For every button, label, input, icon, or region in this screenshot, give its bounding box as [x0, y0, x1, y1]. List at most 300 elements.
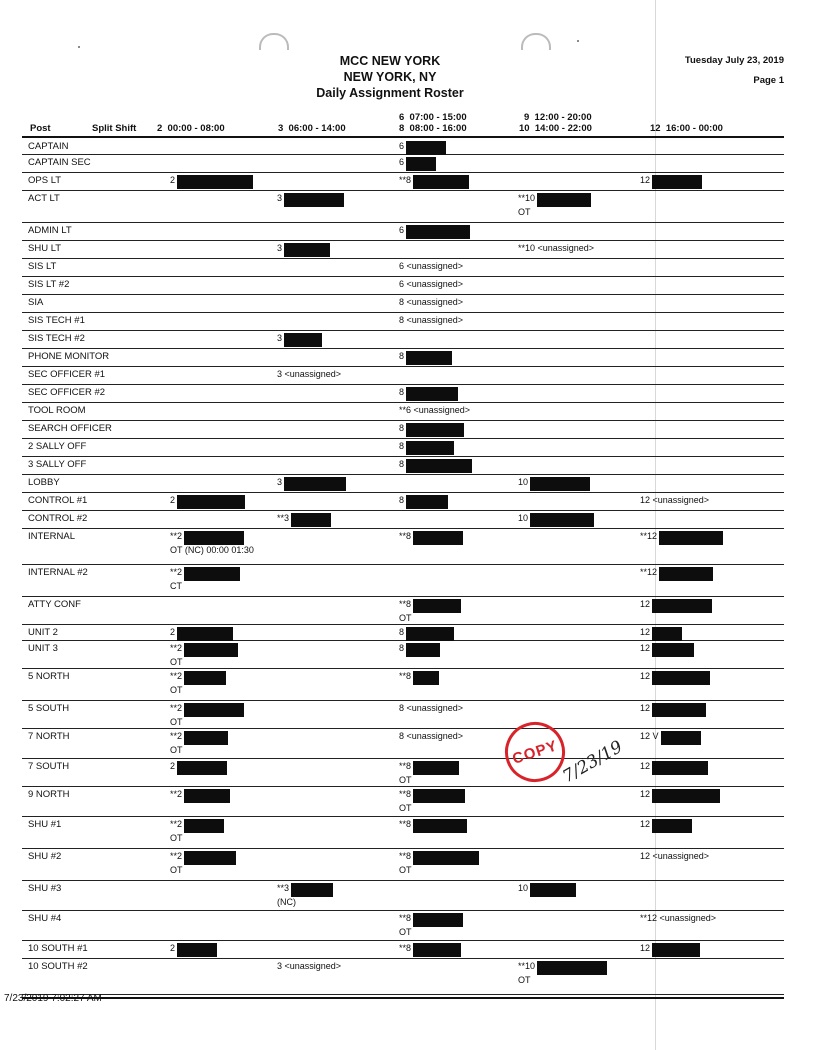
- assignment-cell: [640, 671, 710, 685]
- shift-note: OT: [170, 717, 183, 727]
- col-shift-12: 12 16:00 - 00:00: [650, 123, 723, 134]
- table-row: [22, 565, 784, 597]
- table-row: [22, 155, 784, 173]
- assignment-cell: [640, 819, 692, 833]
- assignment-cell: [277, 333, 322, 347]
- shift-label: **3: [277, 513, 290, 523]
- table-row: [22, 941, 784, 959]
- shift-label: 6: [399, 141, 405, 151]
- redaction-bar: [659, 531, 723, 545]
- assignment-cell: [399, 627, 454, 641]
- shift-label: 12: [640, 671, 651, 681]
- assignment-cell: [640, 531, 723, 545]
- shift-label: **10 <unassigned>: [518, 243, 595, 253]
- shift-label: **2: [170, 671, 183, 681]
- assignment-cell: [399, 175, 469, 189]
- post-name: SHU #2: [28, 851, 62, 862]
- assignment-cell: [170, 761, 227, 775]
- table-row: [22, 241, 784, 259]
- shift-label: **8: [399, 761, 412, 771]
- table-row: [22, 139, 784, 155]
- redaction-bar: [406, 157, 436, 171]
- shift-label: 8: [399, 643, 405, 653]
- assignment-cell: [399, 261, 463, 271]
- redaction-bar: [652, 789, 720, 803]
- shift-label: **2: [170, 731, 183, 741]
- redaction-bar: [184, 703, 244, 717]
- shift-label: 8: [399, 495, 405, 505]
- table-row: [22, 475, 784, 493]
- post-name: 7 SOUTH: [28, 761, 70, 772]
- table-row: [22, 729, 784, 759]
- shift-label: 12: [640, 789, 651, 799]
- roster-date: Tuesday July 23, 2019: [684, 55, 784, 66]
- assignment-cell: [640, 943, 700, 957]
- shift-label: 12 <unassigned>: [640, 495, 710, 505]
- assignment-cell: [518, 477, 590, 491]
- shift-note: OT: [399, 865, 412, 875]
- post-name: UNIT 3: [28, 643, 58, 654]
- redaction-bar: [184, 789, 230, 803]
- shift-label: **8: [399, 789, 412, 799]
- post-name: UNIT 2: [28, 627, 58, 638]
- print-timestamp: 7/23/2019 7:02:27 AM: [4, 993, 102, 1004]
- redaction-bar: [530, 477, 590, 491]
- post-name: SHU #3: [28, 883, 62, 894]
- assignment-cell: [399, 495, 448, 509]
- shift-label: 2: [170, 761, 176, 771]
- shift-label: 3: [277, 243, 283, 253]
- shift-label: **8: [399, 599, 412, 609]
- redaction-bar: [537, 961, 607, 975]
- shift-label: 12 V: [640, 731, 659, 741]
- redaction-bar: [291, 883, 333, 897]
- redaction-bar: [413, 789, 465, 803]
- shift-label: 8: [399, 423, 405, 433]
- redaction-bar: [406, 225, 470, 239]
- shift-label: **2: [170, 789, 183, 799]
- assignment-cell: [518, 883, 576, 897]
- col-split-shift: Split Shift: [92, 123, 137, 134]
- post-name: LOBBY: [28, 477, 60, 488]
- redaction-bar: [652, 627, 682, 641]
- assignment-cell: [399, 943, 461, 957]
- shift-note: OT: [399, 927, 412, 937]
- redaction-bar: [652, 819, 692, 833]
- assignment-cell: [170, 789, 230, 803]
- shift-note: OT: [170, 865, 183, 875]
- redaction-bar: [530, 883, 576, 897]
- table-row: [22, 331, 784, 349]
- shift-note: CT: [170, 581, 182, 591]
- assignment-cell: [170, 943, 217, 957]
- table-row: [22, 191, 784, 223]
- redaction-bar: [284, 333, 322, 347]
- shift-note: OT: [170, 685, 183, 695]
- post-name: CONTROL #2: [28, 513, 88, 524]
- redaction-bar: [184, 731, 228, 745]
- shift-label: **2: [170, 531, 183, 541]
- assignment-cell: [170, 495, 245, 509]
- table-row: [22, 173, 784, 191]
- redaction-bar: [413, 913, 463, 927]
- redaction-bar: [652, 175, 702, 189]
- shift-note: OT: [399, 613, 412, 623]
- shift-label: 6 <unassigned>: [399, 279, 464, 289]
- post-name: SIS LT #2: [28, 279, 70, 290]
- shift-label: 8: [399, 441, 405, 451]
- shift-label: 2: [170, 627, 176, 637]
- shift-note: OT: [170, 657, 183, 667]
- post-name: ACT LT: [28, 193, 60, 204]
- shift-label: **2: [170, 851, 183, 861]
- post-name: SEC OFFICER #2: [28, 387, 106, 398]
- redaction-bar: [184, 643, 238, 657]
- shift-label: 8: [399, 351, 405, 361]
- redaction-bar: [284, 243, 330, 257]
- table-row: [22, 385, 784, 403]
- table-row: [22, 881, 784, 911]
- table-row: [22, 911, 784, 941]
- table-row: [22, 493, 784, 511]
- redaction-bar: [406, 351, 452, 365]
- shift-label: 10: [518, 513, 529, 523]
- redaction-bar: [530, 513, 594, 527]
- shift-label: 12: [640, 599, 651, 609]
- punch-hole-right: [521, 33, 551, 50]
- shift-note: OT: [399, 775, 412, 785]
- post-name: INTERNAL: [28, 531, 75, 542]
- assignment-cell: [518, 243, 594, 253]
- shift-label: **8: [399, 819, 412, 829]
- assignment-cell: [277, 477, 346, 491]
- post-name: SIS LT: [28, 261, 57, 272]
- shift-label: **6 <unassigned>: [399, 405, 471, 415]
- shift-label: **2: [170, 703, 183, 713]
- assignment-cell: [640, 703, 706, 717]
- post-name: SIS TECH #1: [28, 315, 85, 326]
- assignment-cell: [399, 761, 459, 785]
- handwritten-date: 7/23/19: [559, 736, 627, 788]
- redaction-bar: [177, 627, 233, 641]
- shift-label: 8: [399, 387, 405, 397]
- shift-label: 6 <unassigned>: [399, 261, 464, 271]
- col-shift-3: 3 06:00 - 14:00: [278, 123, 346, 134]
- col-shift-10: 10 14:00 - 22:00: [519, 123, 592, 134]
- redaction-bar: [652, 599, 712, 613]
- assignment-cell: [277, 369, 341, 379]
- redaction-bar: [413, 819, 467, 833]
- assignment-cell: [399, 643, 440, 657]
- shift-label: **2: [170, 819, 183, 829]
- redaction-bar: [652, 943, 700, 957]
- shift-label: 12 <unassigned>: [640, 851, 710, 861]
- shift-label: **8: [399, 913, 412, 923]
- shift-label: 3 <unassigned>: [277, 961, 342, 971]
- col-shift-6: 6 07:00 - 15:00: [399, 112, 467, 123]
- table-row: [22, 959, 784, 995]
- table-row: [22, 529, 784, 565]
- assignment-cell: [399, 819, 467, 833]
- assignment-cell: [399, 225, 470, 239]
- shift-label: 8 <unassigned>: [399, 731, 464, 741]
- redaction-bar: [177, 175, 253, 189]
- table-row: [22, 669, 784, 701]
- redaction-bar: [184, 851, 236, 865]
- redaction-bar: [177, 761, 227, 775]
- col-shift-9: 9 12:00 - 20:00: [524, 112, 592, 123]
- shift-label: 3: [277, 333, 283, 343]
- redaction-bar: [177, 943, 217, 957]
- post-name: 10 SOUTH #2: [28, 961, 88, 972]
- assignment-cell: [399, 441, 454, 455]
- shift-label: **3: [277, 883, 290, 893]
- table-row: [22, 849, 784, 881]
- post-name: 9 NORTH: [28, 789, 70, 800]
- assignment-cell: [277, 243, 330, 257]
- table-row: [22, 367, 784, 385]
- assignment-cell: [640, 913, 716, 923]
- redaction-bar: [406, 459, 472, 473]
- shift-note: OT: [399, 803, 412, 813]
- assignment-cell: [399, 703, 463, 713]
- shift-note: OT: [518, 975, 531, 985]
- redaction-bar: [406, 141, 446, 155]
- assignment-cell: [640, 761, 708, 775]
- speck: [577, 40, 579, 42]
- col-post: Post: [30, 123, 51, 134]
- shift-label: 8 <unassigned>: [399, 703, 464, 713]
- assignment-cell: [399, 671, 439, 685]
- shift-label: 2: [170, 175, 176, 185]
- table-row: [22, 403, 784, 421]
- table-row: [22, 421, 784, 439]
- post-name: SEARCH OFFICER: [28, 423, 112, 434]
- shift-note: OT: [170, 833, 183, 843]
- redaction-bar: [184, 671, 226, 685]
- assignment-cell: [170, 567, 240, 591]
- assignment-cell: [399, 531, 463, 545]
- shift-label: 10: [518, 883, 529, 893]
- redaction-bar: [413, 175, 469, 189]
- redaction-bar: [177, 495, 245, 509]
- shift-label: 3 <unassigned>: [277, 369, 342, 379]
- redaction-bar: [652, 643, 694, 657]
- post-name: CONTROL #1: [28, 495, 88, 506]
- shift-label: 8 <unassigned>: [399, 297, 464, 307]
- shift-label: 3: [277, 193, 283, 203]
- col-shift-8: 8 08:00 - 16:00: [399, 123, 467, 134]
- shift-label: **8: [399, 943, 412, 953]
- redaction-bar: [406, 441, 454, 455]
- redaction-bar: [406, 627, 454, 641]
- table-row: [22, 439, 784, 457]
- shift-label: **12: [640, 531, 658, 541]
- redaction-bar: [659, 567, 713, 581]
- post-name: INTERNAL #2: [28, 567, 88, 578]
- assignment-cell: [399, 789, 465, 813]
- assignment-cell: [399, 141, 446, 155]
- post-name: 5 NORTH: [28, 671, 70, 682]
- assignment-cell: [399, 851, 479, 875]
- redaction-bar: [661, 731, 701, 745]
- footer-rule: [22, 997, 784, 999]
- shift-label: **10: [518, 193, 536, 203]
- shift-label: **2: [170, 567, 183, 577]
- header-rule: [22, 136, 784, 138]
- table-row: [22, 259, 784, 277]
- assignment-cell: [170, 703, 244, 727]
- redaction-bar: [284, 477, 346, 491]
- redaction-bar: [413, 531, 463, 545]
- post-name: SHU #4: [28, 913, 62, 924]
- assignment-cell: [277, 513, 331, 527]
- assignment-cell: [399, 279, 463, 289]
- assignment-cell: [170, 819, 224, 843]
- redaction-bar: [413, 599, 461, 613]
- assignment-cell: [170, 671, 226, 695]
- shift-label: 2: [170, 943, 176, 953]
- shift-label: 12: [640, 761, 651, 771]
- post-name: SHU LT: [28, 243, 62, 254]
- assignment-cell: [518, 513, 594, 527]
- redaction-bar: [652, 761, 708, 775]
- table-row: [22, 457, 784, 475]
- redaction-bar: [406, 423, 464, 437]
- table-row: [22, 597, 784, 625]
- shift-label: **8: [399, 531, 412, 541]
- shift-label: 12: [640, 703, 651, 713]
- assignment-cell: [170, 531, 254, 555]
- redaction-bar: [406, 495, 448, 509]
- shift-label: 12: [640, 819, 651, 829]
- table-row: [22, 349, 784, 367]
- assignment-cell: [277, 193, 344, 207]
- assignment-cell: [399, 913, 463, 937]
- shift-label: **12 <unassigned>: [640, 913, 717, 923]
- table-row: [22, 223, 784, 241]
- table-row: [22, 787, 784, 817]
- shift-label: 8: [399, 459, 405, 469]
- shift-label: 8 <unassigned>: [399, 315, 464, 325]
- post-name: SEC OFFICER #1: [28, 369, 106, 380]
- table-row: [22, 277, 784, 295]
- shift-note: OT: [518, 207, 531, 217]
- copy-stamp-text: COPY: [510, 736, 560, 768]
- redaction-bar: [413, 851, 479, 865]
- assignment-cell: [640, 643, 694, 657]
- shift-label: 12: [640, 943, 651, 953]
- assignment-cell: [399, 157, 436, 171]
- shift-label: 3: [277, 477, 283, 487]
- shift-label: **8: [399, 851, 412, 861]
- document-title: Daily Assignment Roster: [316, 86, 464, 100]
- assignment-cell: [518, 193, 591, 217]
- assignment-cell: [170, 731, 228, 755]
- redaction-bar: [537, 193, 591, 207]
- assignment-cell: [399, 351, 452, 365]
- assignment-cell: [399, 731, 463, 741]
- assignment-cell: [640, 627, 682, 641]
- redaction-bar: [184, 567, 240, 581]
- post-name: OPS LT: [28, 175, 62, 186]
- redaction-bar: [284, 193, 344, 207]
- assignment-cell: [640, 789, 720, 803]
- assignment-cell: [640, 851, 709, 861]
- shift-label: 6: [399, 157, 405, 167]
- table-row: [22, 817, 784, 849]
- shift-note: OT: [170, 745, 183, 755]
- shift-label: 12: [640, 175, 651, 185]
- shift-note: OT (NC) 00:00 01:30: [170, 545, 254, 555]
- redaction-bar: [413, 943, 461, 957]
- shift-label: 2: [170, 495, 176, 505]
- assignment-cell: [399, 459, 472, 473]
- page-number: Page 1: [753, 75, 784, 86]
- assignment-cell: [518, 961, 607, 985]
- table-row: [22, 295, 784, 313]
- redaction-bar: [413, 761, 459, 775]
- post-name: SIA: [28, 297, 44, 308]
- post-name: CAPTAIN: [28, 141, 69, 152]
- speck: [78, 46, 80, 48]
- assignment-cell: [399, 315, 463, 325]
- assignment-cell: [170, 627, 233, 641]
- table-row: [22, 625, 784, 641]
- table-row: [22, 701, 784, 729]
- redaction-bar: [291, 513, 331, 527]
- assignment-cell: [170, 175, 253, 189]
- shift-label: 12: [640, 627, 651, 637]
- post-name: SIS TECH #2: [28, 333, 85, 344]
- table-row: [22, 759, 784, 787]
- post-name: 7 NORTH: [28, 731, 70, 742]
- assignment-cell: [640, 731, 701, 745]
- redaction-bar: [652, 703, 706, 717]
- table-row: [22, 313, 784, 331]
- assignment-cell: [170, 851, 236, 875]
- shift-label: **12: [640, 567, 658, 577]
- table-row: [22, 511, 784, 529]
- post-name: 3 SALLY OFF: [28, 459, 87, 470]
- assignment-cell: [640, 175, 702, 189]
- col-shift-2: 2 00:00 - 08:00: [157, 123, 225, 134]
- post-name: SHU #1: [28, 819, 62, 830]
- assignment-cell: [399, 387, 458, 401]
- redaction-bar: [184, 531, 244, 545]
- post-name: ADMIN LT: [28, 225, 72, 236]
- post-name: CAPTAIN SEC: [28, 157, 91, 168]
- redaction-bar: [184, 819, 224, 833]
- redaction-bar: [406, 387, 458, 401]
- shift-label: 12: [640, 643, 651, 653]
- post-name: PHONE MONITOR: [28, 351, 110, 362]
- shift-label: **8: [399, 175, 412, 185]
- assignment-cell: [170, 643, 238, 667]
- post-name: 2 SALLY OFF: [28, 441, 87, 452]
- shift-label: 6: [399, 225, 405, 235]
- punch-hole-left: [259, 33, 289, 50]
- redaction-bar: [652, 671, 710, 685]
- shift-label: 8: [399, 627, 405, 637]
- post-name: 10 SOUTH #1: [28, 943, 88, 954]
- assignment-cell: [277, 883, 333, 907]
- redaction-bar: [413, 671, 439, 685]
- redaction-bar: [406, 643, 440, 657]
- shift-label: 10: [518, 477, 529, 487]
- assignment-cell: [399, 405, 470, 415]
- assignment-cell: [640, 567, 713, 581]
